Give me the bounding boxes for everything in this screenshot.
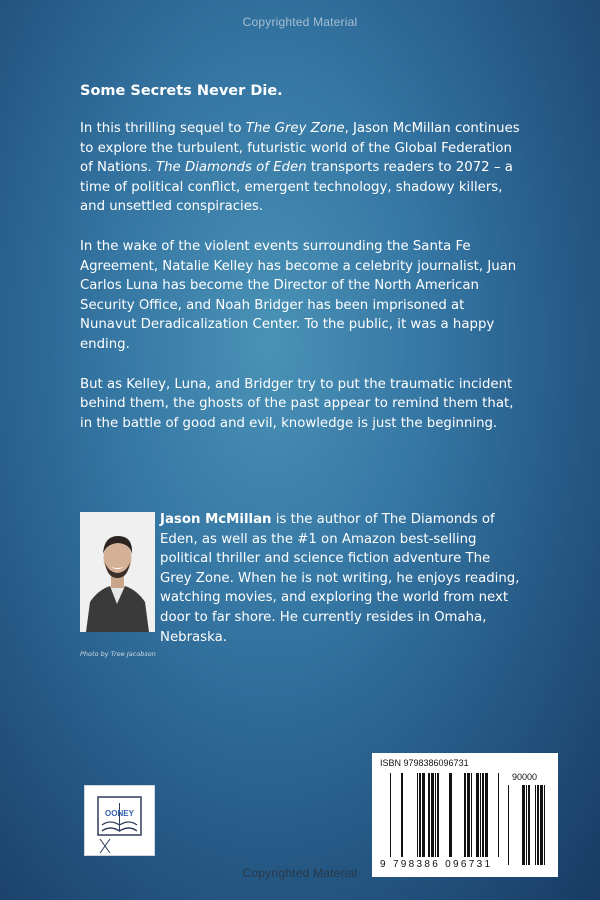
book-title-diamonds-of-eden: The Diamonds of Eden	[156, 160, 307, 176]
isbn-barcode	[372, 753, 558, 877]
price-code: 90000	[512, 772, 538, 782]
author-section	[80, 512, 520, 645]
book-title-grey-zone: The Grey Zone	[245, 121, 345, 136]
author-bio: Jason McMillan is the author of The Diamonds of Eden, as well as the #1 on Amazon best-selling political thriller and science fiction adventure The Grey Zone. When he is not writing, he enjoys reading, watching movies, and exploring the world from next door to far shore. He currently resides in Omaha, Nebraska.	[160, 512, 520, 645]
description-paragraph-2: In the wake of the violent events surrounding the Santa Fe Agreement, Natalie Kelley has become a celebrity journalist, Juan Carlos Luna has become the Director of the North American Security Office, and Noah Bridger has been imprisoned at Nunavut Deradicalization Center. To the public, it was a happy ending.	[80, 238, 517, 352]
author-photo	[80, 512, 155, 632]
publisher-logo	[84, 785, 155, 856]
author-name: Jason McMillan	[160, 512, 272, 527]
back-cover-copy	[80, 82, 520, 453]
photo-credit: Photo by Tree Jacobson	[80, 650, 156, 658]
isbn-label: ISBN 9798386096731	[380, 758, 469, 768]
svg-text:OONEY: OONEY	[105, 809, 134, 818]
tagline: Some Secrets Never Die.	[80, 83, 283, 99]
description-paragraph-1: In this thrilling sequel to The Grey Zone, Jason McMillan continues to explore the turbulent, futuristic world of the Global Federation of Nations. The Diamonds of Eden transports readers to 2072 – a time of political conflict, emergent technology, shadowy killers, and unsettled conspiracies.	[80, 121, 520, 215]
description-paragraph-3: But as Kelley, Luna, and Bridger try to put the traumatic incident behind them, the ghosts of the past appear to remind them that, in the battle of good and evil, knowledge is just the beginning.	[80, 376, 514, 431]
copyright-watermark-bottom: Copyrighted Material	[242, 866, 358, 880]
copyright-watermark-top: Copyrighted Material	[242, 15, 358, 29]
ean-digits: 9 798386 096731	[380, 859, 493, 870]
